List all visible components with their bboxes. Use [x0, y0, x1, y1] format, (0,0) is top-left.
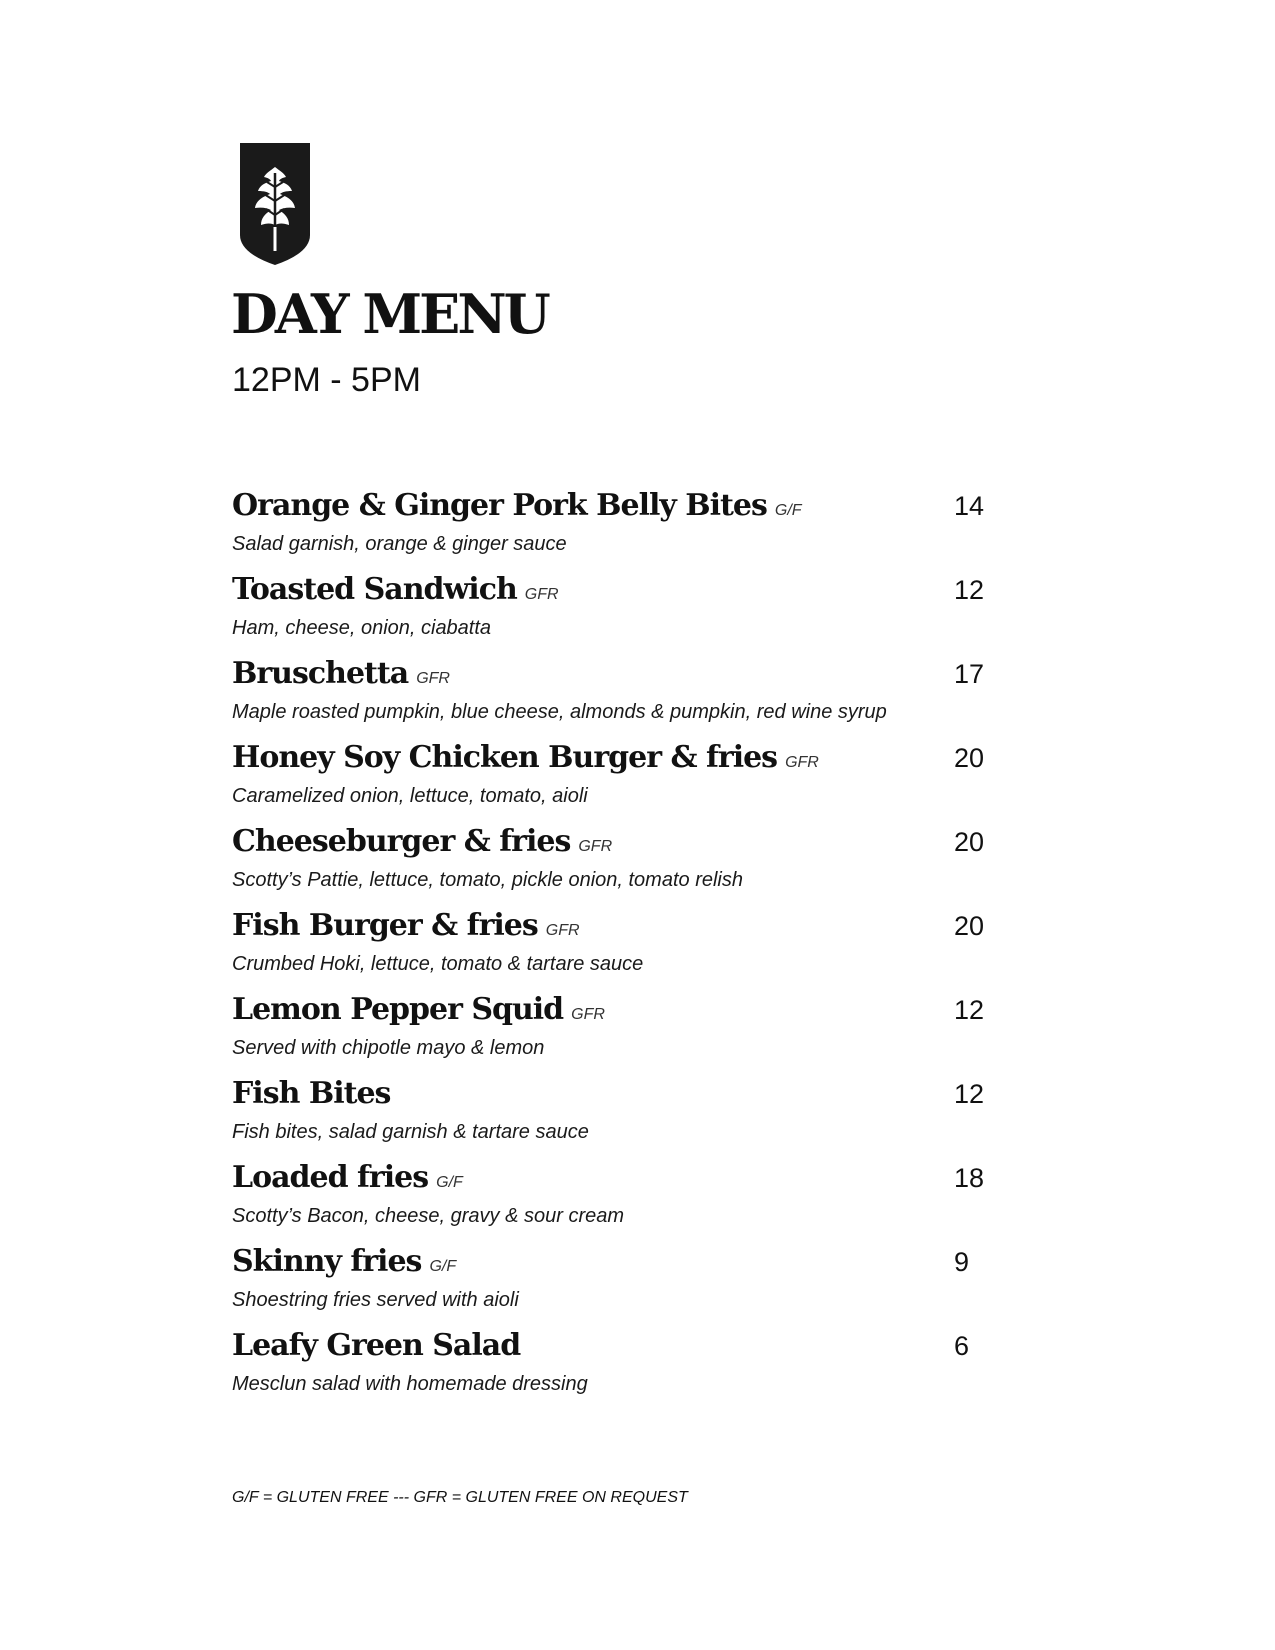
item-price: 6 — [954, 1331, 970, 1361]
menu-item — [232, 486, 1012, 570]
item-price: 12 — [954, 995, 985, 1025]
dietary-tag: GFR — [416, 670, 450, 687]
item-description: Served with chipotle mayo & lemon — [232, 1037, 545, 1059]
item-price: 18 — [954, 1163, 985, 1193]
item-name: Skinny fries G/F — [232, 1244, 457, 1279]
menu-item — [232, 906, 1012, 990]
item-description: Salad garnish, orange & ginger sauce — [232, 533, 567, 555]
menu-item — [232, 990, 1012, 1074]
menu-item — [232, 738, 1012, 822]
item-description: Scotty’s Bacon, cheese, gravy & sour cream — [232, 1205, 625, 1227]
item-name: Loaded fries G/F — [232, 1160, 463, 1195]
dietary-tag: GFR — [524, 586, 559, 603]
item-name: Fish Bites — [232, 1076, 391, 1111]
item-description: Mesclun salad with homemade dressing — [232, 1373, 588, 1395]
item-name: Leafy Green Salad — [232, 1328, 521, 1363]
page-title: DAY MENU — [231, 282, 548, 346]
dietary-tag: G/F — [429, 1258, 457, 1275]
item-price: 9 — [954, 1247, 970, 1277]
item-description: Scotty’s Pattie, lettuce, tomato, pickle onion, tomato relish — [232, 869, 743, 891]
dietary-tag: G/F — [436, 1174, 463, 1191]
item-name: Fish Burger & fries GFR — [232, 908, 580, 943]
item-price: 20 — [954, 911, 985, 941]
item-price: 12 — [954, 575, 985, 605]
item-price: 17 — [954, 659, 985, 689]
menu-item — [232, 570, 1012, 654]
item-description: Fish bites, salad garnish & tartare sauce — [232, 1121, 589, 1143]
item-description: Shoestring fries served with aioli — [232, 1289, 519, 1311]
item-price: 12 — [954, 1079, 985, 1109]
dietary-tag: GFR — [785, 754, 819, 771]
menu-list — [232, 486, 1012, 1410]
menu-item — [232, 1242, 1012, 1326]
item-description: Ham, cheese, onion, ciabatta — [232, 617, 492, 639]
menu-item — [232, 822, 1012, 906]
item-price: 20 — [954, 743, 985, 773]
leaf-shield-icon — [240, 143, 310, 265]
menu-item — [232, 654, 1012, 738]
service-hours: 12PM - 5PM — [232, 361, 421, 399]
item-name: Honey Soy Chicken Burger & fries GFR — [232, 740, 819, 775]
dietary-tag: GFR — [571, 1006, 605, 1023]
item-description: Caramelized onion, lettuce, tomato, aioli — [232, 785, 588, 807]
item-price: 20 — [954, 827, 985, 857]
dietary-tag: G/F — [774, 502, 802, 519]
dietary-legend: G/F = GLUTEN FREE --- GFR = GLUTEN FREE ON REQUEST — [232, 1489, 688, 1506]
item-description: Crumbed Hoki, lettuce, tomato & tartare sauce — [232, 953, 644, 975]
item-price: 14 — [954, 491, 985, 521]
item-name: Cheeseburger & fries GFR — [232, 824, 613, 859]
menu-item — [232, 1326, 1012, 1410]
dietary-tag: GFR — [578, 838, 613, 855]
item-name: Toasted Sandwich GFR — [232, 572, 559, 607]
dietary-tag: GFR — [545, 922, 580, 939]
menu-item — [232, 1074, 1012, 1158]
item-description: Maple roasted pumpkin, blue cheese, almonds & pumpkin, red wine syrup — [232, 701, 887, 723]
item-name: Bruschetta GFR — [232, 656, 450, 691]
item-name: Lemon Pepper Squid GFR — [232, 992, 605, 1027]
menu-item — [232, 1158, 1012, 1242]
item-name: Orange & Ginger Pork Belly Bites G/F — [232, 488, 802, 523]
